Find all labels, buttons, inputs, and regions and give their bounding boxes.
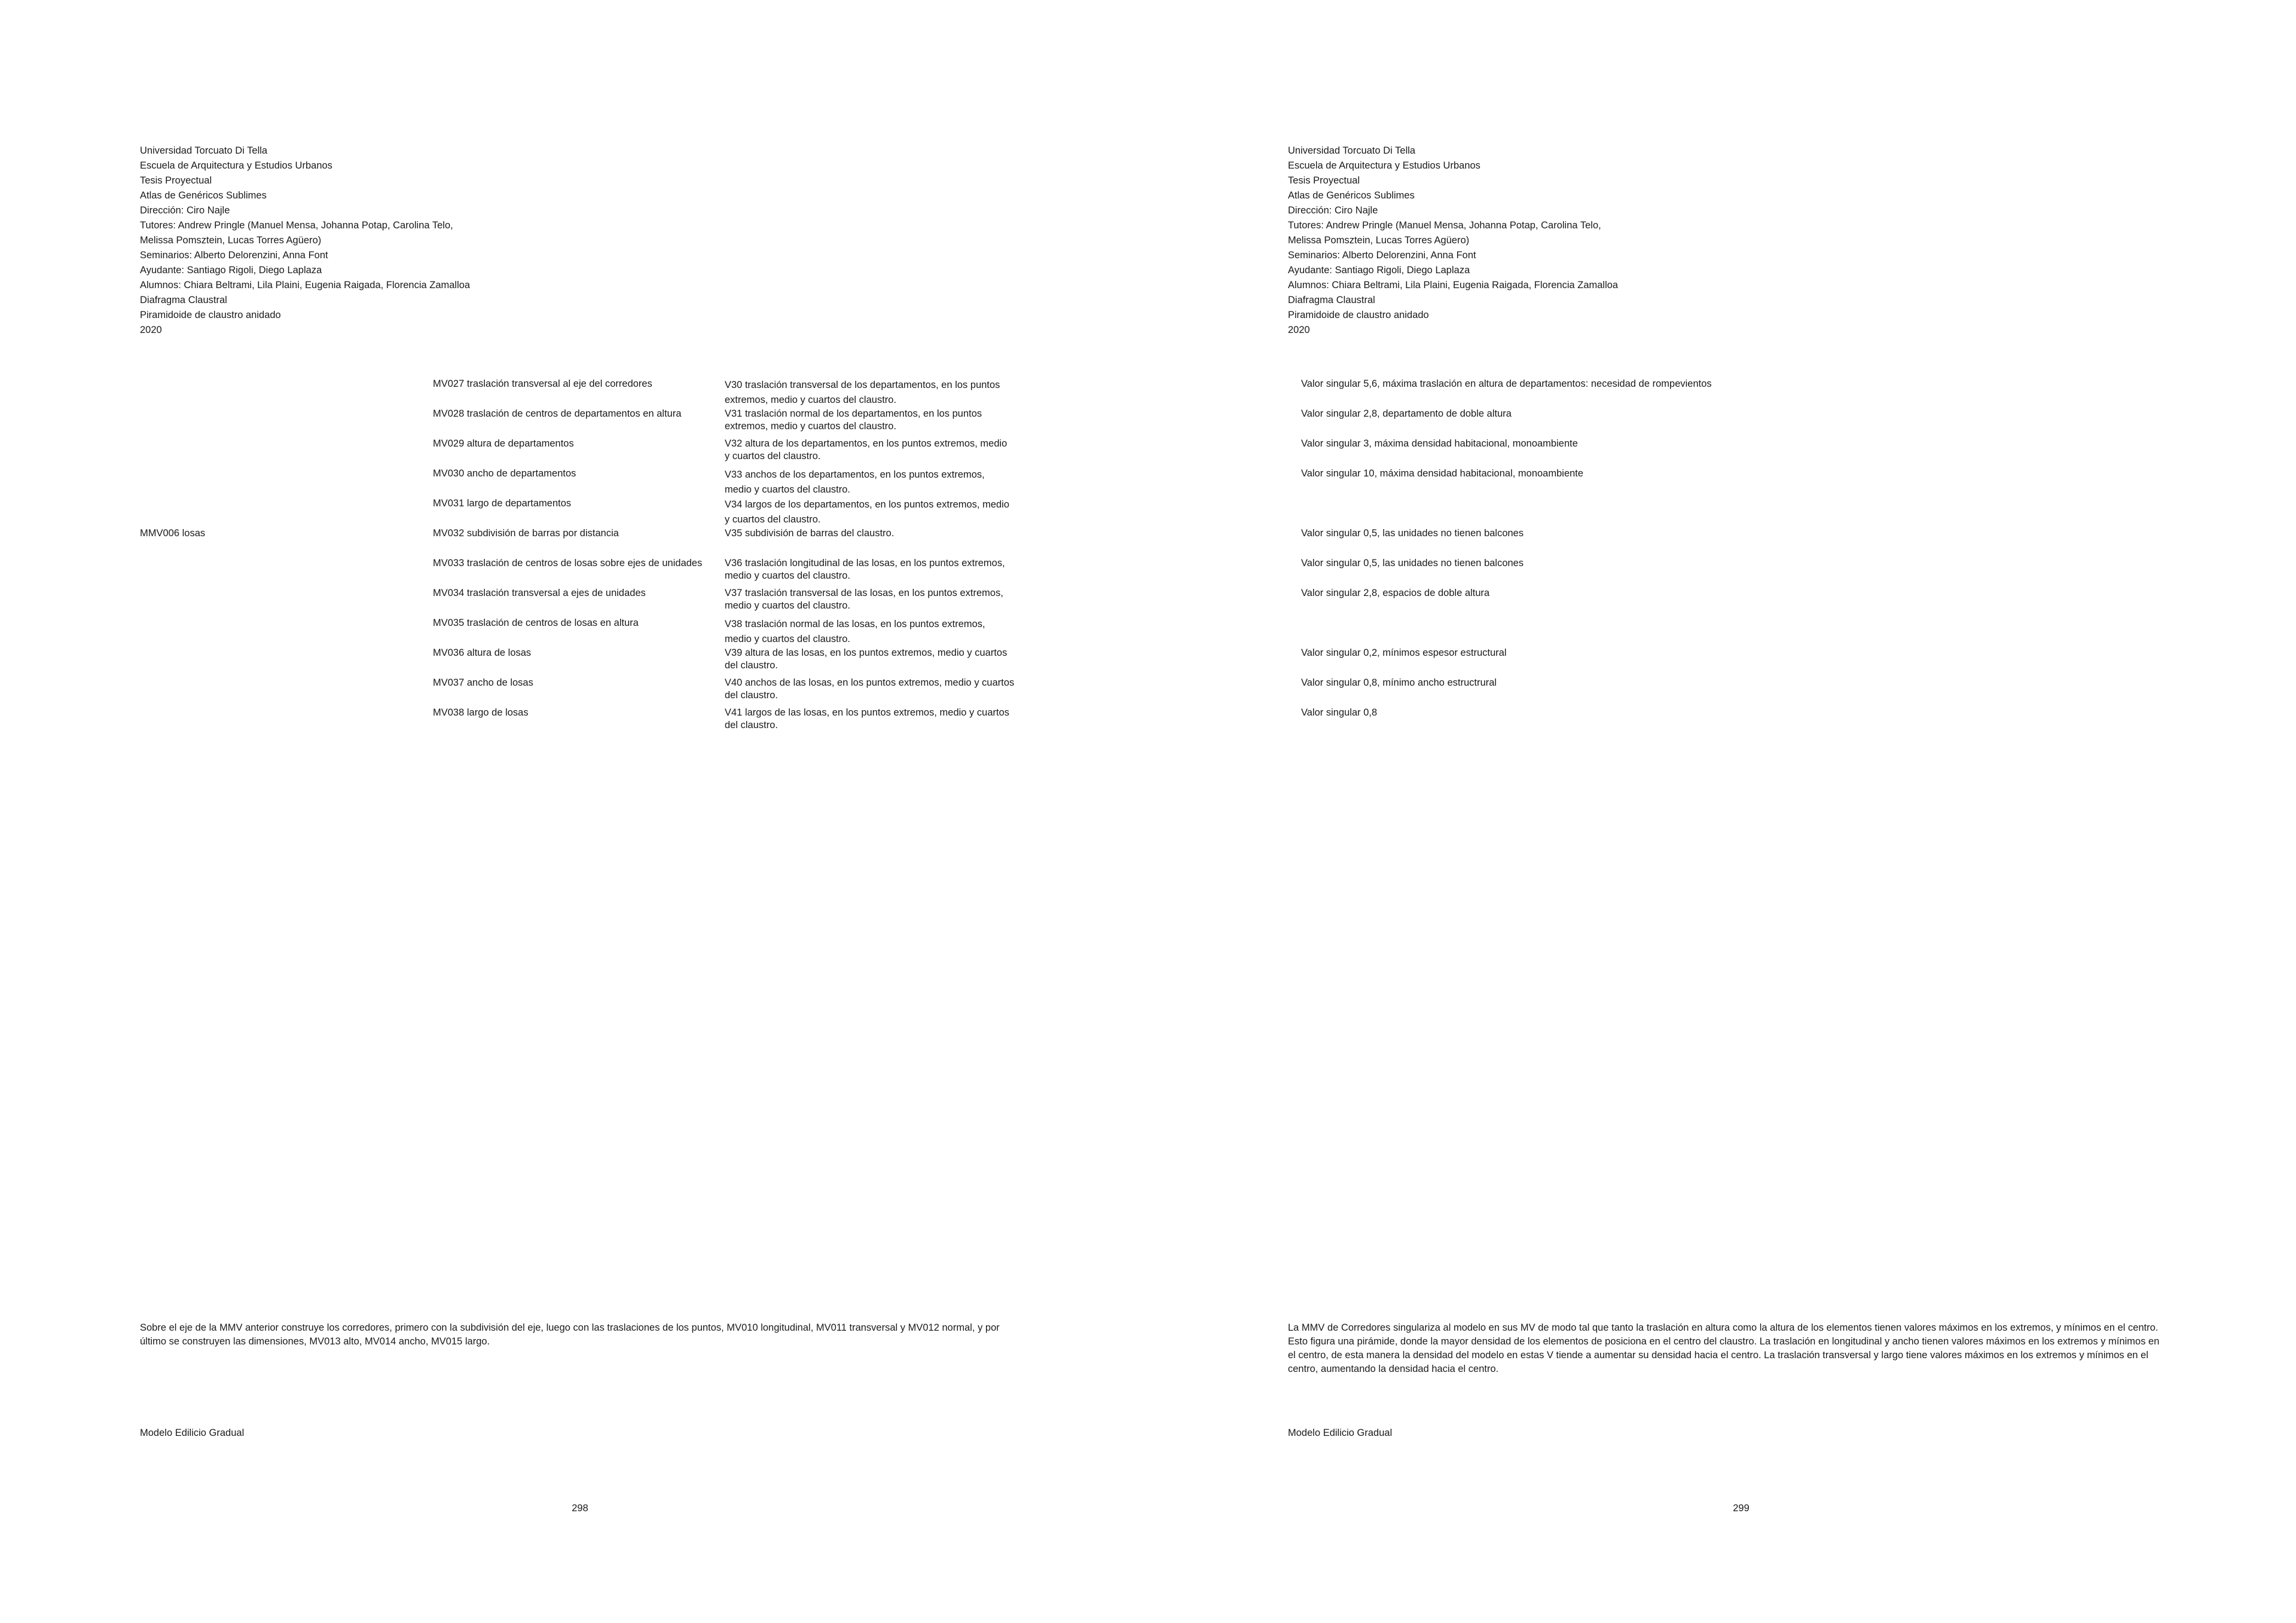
header-line-year: 2020	[1288, 325, 1310, 335]
v-cell: V33 anchos de los departamentos, en los puntos extremos, medio y cuartos del claustro.	[725, 469, 985, 495]
v-cell: V40 anchos de las losas, en los puntos extremos, medio y cuartos del claustro.	[725, 677, 1015, 701]
table-row	[0, 557, 1524, 587]
mv-cell: MV030 ancho de departamentos	[433, 468, 576, 479]
table-row	[0, 647, 1507, 677]
mv-cell: MV035 traslación de centros de losas en altura	[433, 618, 639, 628]
singular-value-cell: Valor singular 0,8, mínimo ancho estructrural	[1301, 677, 1497, 688]
v-cell: V30 traslación transversal de los departamentos, en los puntos extremos, medio y cuartos del claustro.	[725, 380, 1000, 405]
header-line-seminars: Seminarios: Alberto Delorenzini, Anna Font	[1288, 250, 1476, 261]
mv-cell: MV028 traslación de centros de departamentos en altura	[433, 408, 682, 419]
v-cell: V38 traslación normal de las losas, en los puntos extremos, medio y cuartos del claustro.	[725, 619, 985, 644]
v-cell: V35 subdivisión de barras del claustro.	[725, 528, 894, 539]
mv-cell: MV036 altura de losas	[433, 647, 532, 658]
header-line-thesis: Tesis Proyectual	[1288, 175, 1360, 186]
singular-value-cell: Valor singular 0,5, las unidades no tienen balcones	[1301, 558, 1524, 568]
table-row	[0, 677, 1497, 707]
header-line-direction: Dirección: Ciro Najle	[140, 205, 230, 216]
v-cell: V31 traslación normal de los departamentos, en los puntos extremos, medio y cuartos del claustro.	[725, 408, 982, 432]
left-page-body-text: Sobre el eje de la MMV anterior construye los corredores, primero con la subdivisión del eje, luego con las traslaciones de los puntos, MV010 longitudinal, MV011 transversal y MV012 normal, y por último se construyen las dimensiones, MV013 alto, MV014 ancho, MV015 largo.	[140, 1322, 1000, 1347]
v-cell: V41 largos de las losas, en los puntos extremos, medio y cuartos del claustro.	[725, 707, 1009, 730]
v-cell: V36 traslación longitudinal de las losas, en los puntos extremos, medio y cuartos del claustro.	[725, 558, 1005, 581]
v-cell: V32 altura de los departamentos, en los puntos extremos, medio y cuartos del claustro.	[725, 438, 1007, 461]
header-line-year: 2020	[140, 325, 162, 335]
singular-value-cell: Valor singular 5,6, máxima traslación en altura de departamentos: necesidad de rompevientos	[1301, 378, 1712, 389]
header-line-atlas: Atlas de Genéricos Sublimes	[1288, 190, 1415, 201]
singular-value-cell: Valor singular 2,8, espacios de doble altura	[1301, 588, 1490, 598]
left-page-header	[140, 143, 511, 338]
header-line-project: Diafragma Claustral	[1288, 295, 1375, 305]
header-line-assistants: Ayudante: Santiago Rigoli, Diego Laplaza	[1288, 265, 1470, 276]
singular-value-cell: Valor singular 0,2, mínimos espesor estructural	[1301, 647, 1507, 658]
table-row	[0, 438, 1578, 467]
header-line-subtitle: Piramidoide de claustro anidado	[140, 310, 281, 320]
header-line-university: Universidad Torcuato Di Tella	[1288, 145, 1416, 156]
right-page	[1148, 0, 2296, 1623]
table-row	[0, 408, 1512, 438]
right-page-header	[1288, 143, 1659, 338]
right-page-footer-label: Modelo Edilicio Gradual	[1288, 1428, 1393, 1438]
mv-cell: MV031 largo de departamentos	[433, 498, 572, 509]
table-row	[0, 467, 1584, 497]
mv-cell: MV038 largo de losas	[433, 707, 529, 718]
mv-cell: MV034 traslación transversal a ejes de unidades	[433, 588, 646, 598]
header-line-thesis: Tesis Proyectual	[140, 175, 212, 186]
mv-cell: MV027 traslación transversal al eje del corredores	[433, 378, 652, 389]
left-page-number: 298	[572, 1503, 588, 1514]
left-page-footer-label: Modelo Edilicio Gradual	[140, 1428, 245, 1438]
header-line-students: Alumnos: Chiara Beltrami, Lila Plaini, Eugenia Raigada, Florencia Zamalloa	[1288, 280, 1619, 291]
v-cell: V34 largos de los departamentos, en los puntos extremos, medio y cuartos del claustro.	[725, 499, 1010, 525]
mv-cell: MV029 altura de departamentos	[433, 438, 574, 449]
v-cell: V39 altura de las losas, en los puntos extremos, medio y cuartos del claustro.	[725, 647, 1007, 671]
table-row	[0, 497, 1148, 527]
header-line-tutors: Tutores: Andrew Pringle (Manuel Mensa, Johanna Potap, Carolina Telo, Melissa Pomsztein, Lucas Torres Agüero)	[140, 220, 453, 246]
header-line-direction: Dirección: Ciro Najle	[1288, 205, 1378, 216]
singular-value-cell: Valor singular 0,5, las unidades no tienen balcones	[1301, 528, 1524, 539]
table-row	[0, 527, 1524, 557]
table-row	[0, 707, 1378, 736]
header-line-school: Escuela de Arquitectura y Estudios Urbanos	[140, 160, 332, 171]
mv-cell: MV037 ancho de losas	[433, 677, 533, 688]
singular-value-cell: Valor singular 2,8, departamento de doble altura	[1301, 408, 1512, 419]
header-line-project: Diafragma Claustral	[140, 295, 227, 305]
v-cell: V37 traslación transversal de las losas, en los puntos extremos, medio y cuartos del claustro.	[725, 588, 1003, 611]
right-page-body-text: La MMV de Corredores singulariza al modelo en sus MV de modo tal que tanto la traslación en altura como la altura de los elementos tienen valores máximos en los extremos, y mínimos en el centro. Esto figura una pirámide, donde la mayor densidad de los elementos de posiciona en el centro del claustro. La traslación en longitudinal y ancho tienen valores máximos en los extremos y mínimos en el centro, de esta manera la densidad del modelo en estas V tiende a aumentar su densidad hacia el centro. La traslación transversal y largo tiene valores máximos en los extremos y mínimos en el centro, aumentando la densidad hacia el centro.	[1288, 1322, 2160, 1374]
table-row	[0, 617, 1148, 647]
header-line-students: Alumnos: Chiara Beltrami, Lila Plaini, Eugenia Raigada, Florencia Zamalloa	[140, 280, 471, 291]
group-cell: MMV006 losas	[140, 528, 206, 539]
table-row	[0, 378, 1712, 408]
mv-cell: MV032 subdivisión de barras por distancia	[433, 528, 619, 539]
header-line-subtitle: Piramidoide de claustro anidado	[1288, 310, 1429, 320]
mv-cell: MV033 traslación de centros de losas sobre ejes de unidades	[433, 558, 703, 568]
singular-value-cell: Valor singular 3, máxima densidad habitacional, monoambiente	[1301, 438, 1578, 449]
singular-value-cell: Valor singular 10, máxima densidad habitacional, monoambiente	[1301, 468, 1584, 479]
right-page-number: 299	[1733, 1503, 1750, 1514]
header-line-assistants: Ayudante: Santiago Rigoli, Diego Laplaza	[140, 265, 322, 276]
header-line-tutors: Tutores: Andrew Pringle (Manuel Mensa, Johanna Potap, Carolina Telo, Melissa Pomsztein, Lucas Torres Agüero)	[1288, 220, 1601, 246]
header-line-atlas: Atlas de Genéricos Sublimes	[140, 190, 267, 201]
table-row	[0, 587, 1490, 617]
header-line-seminars: Seminarios: Alberto Delorenzini, Anna Font	[140, 250, 328, 261]
header-line-university: Universidad Torcuato Di Tella	[140, 145, 268, 156]
singular-value-cell: Valor singular 0,8	[1301, 707, 1378, 718]
header-line-school: Escuela de Arquitectura y Estudios Urbanos	[1288, 160, 1480, 171]
